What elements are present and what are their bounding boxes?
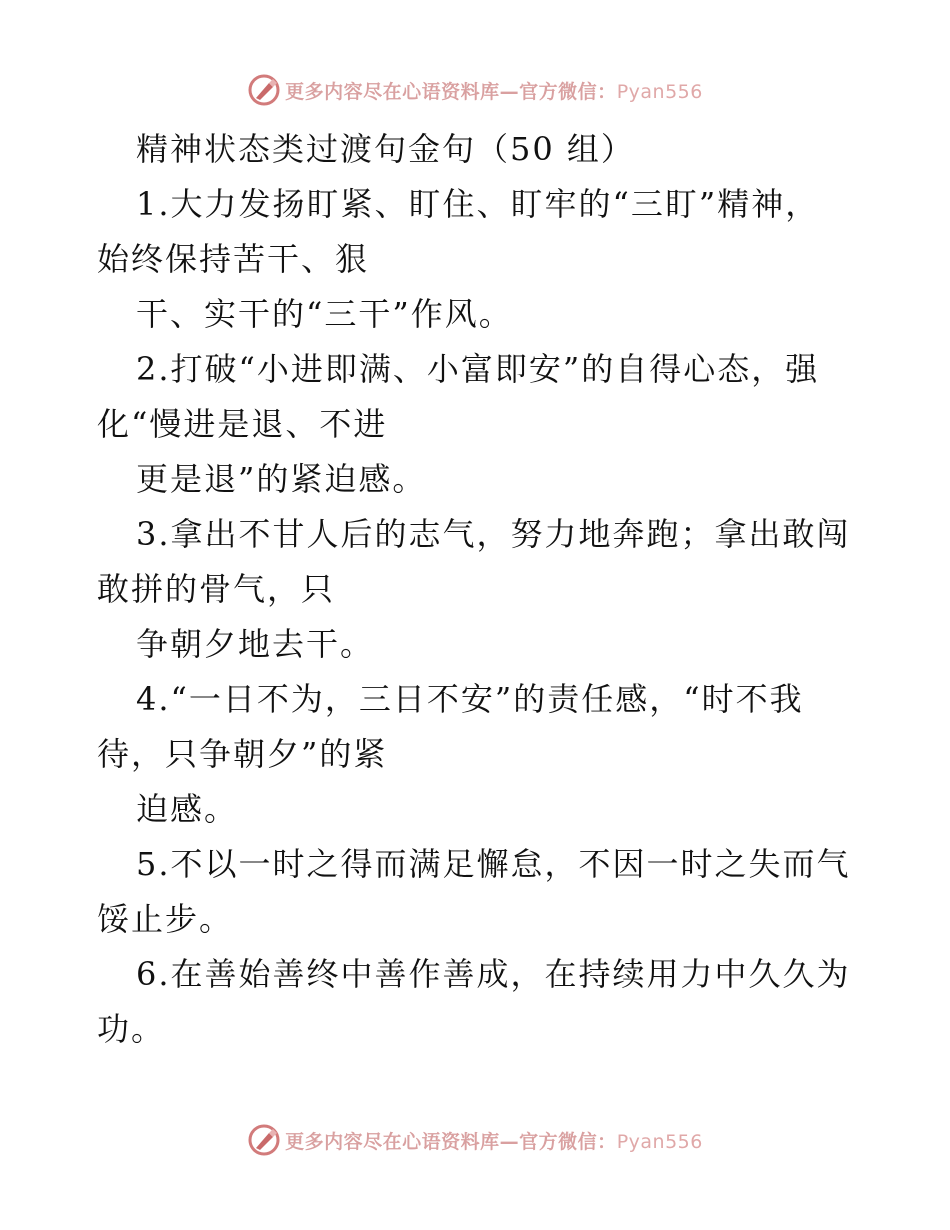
text-line: 迫感。 xyxy=(136,790,239,828)
document-body xyxy=(97,122,857,1057)
text-line: 6.在善始善终中善作善成，在持续用力中久久为 xyxy=(136,955,851,993)
document-title: 精神状态类过渡句金句（50 组） xyxy=(136,130,635,168)
pen-nib-circle-icon xyxy=(247,73,281,107)
watermark-text: 更多内容尽在心语资料库—官方微信：Pyan556 xyxy=(285,80,703,103)
text-line: 1.大力发扬盯紧、盯住、盯牢的“三盯”精神， xyxy=(136,185,820,223)
watermark-text: 更多内容尽在心语资料库—官方微信：Pyan556 xyxy=(285,1130,703,1153)
text-line: 4.“一日不为，三日不安”的责任感，“时不我 xyxy=(136,680,804,718)
text-line: 争朝夕地去干。 xyxy=(136,625,375,663)
text-line: 2.打破“小进即满、小富即安”的自得心态，强 xyxy=(136,350,820,388)
text-line: 更是退”的紧迫感。 xyxy=(136,460,427,498)
text-line: 5.不以一时之得而满足懈怠，不因一时之失而气 xyxy=(136,845,851,883)
text-line: 待，只争朝夕”的紧 xyxy=(97,735,388,773)
header-watermark-banner xyxy=(0,70,950,110)
text-line: 始终保持苦干、狠 xyxy=(97,240,370,278)
pen-nib-circle-icon xyxy=(247,1123,281,1157)
text-line: 馁止步。 xyxy=(97,900,234,938)
text-line: 3.拿出不甘人后的志气，努力地奔跑；拿出敢闯 xyxy=(136,515,851,553)
text-line: 功。 xyxy=(97,1010,166,1048)
footer-watermark-banner xyxy=(0,1120,950,1160)
text-line: 敢拼的骨气，只 xyxy=(97,570,336,608)
text-line: 干、实干的“三干”作风。 xyxy=(136,295,513,333)
text-line: 化“慢进是退、不进 xyxy=(97,405,388,443)
